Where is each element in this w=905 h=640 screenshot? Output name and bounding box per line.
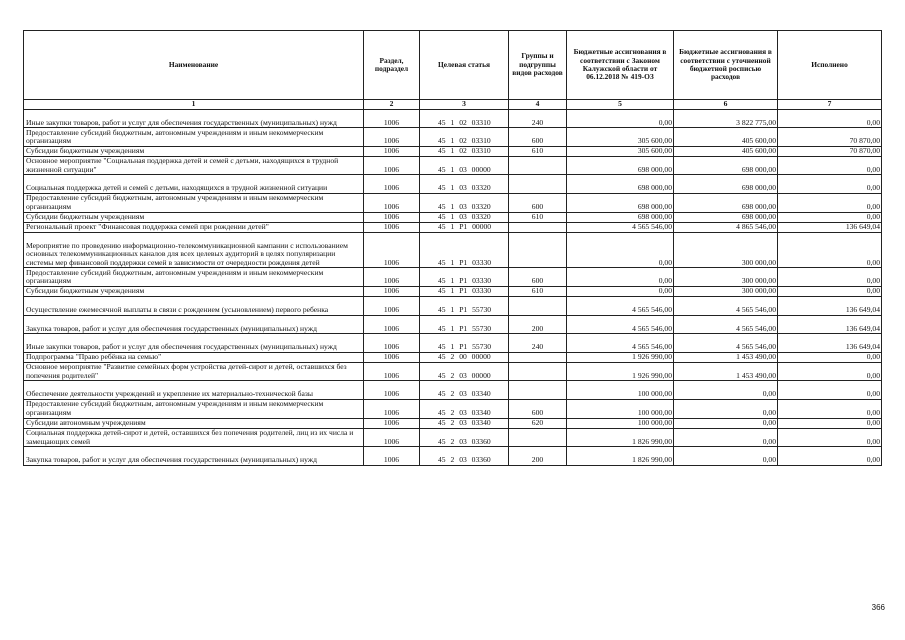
cell-law: 100 000,00	[567, 418, 674, 428]
cell-law: 698 000,00	[567, 193, 674, 212]
column-number: 2	[364, 100, 420, 110]
cell-section: 1006	[364, 222, 420, 232]
table-row	[24, 296, 882, 315]
cell-law: 0,00	[567, 268, 674, 287]
cell-refined: 0,00	[674, 428, 778, 447]
cell-section: 1006	[364, 334, 420, 353]
header-target: Целевая статья	[420, 31, 509, 100]
cell-vr: 240	[509, 334, 567, 353]
cell-section: 1006	[364, 315, 420, 334]
header-law-assignations: Бюджетные ассигнования в соответствии с Законом Калужской области от 06.12.2018 № 419-ОЗ	[567, 31, 674, 100]
cell-refined: 0,00	[674, 399, 778, 418]
cell-section: 1006	[364, 146, 420, 156]
table-row	[24, 315, 882, 334]
cell-section: 1006	[364, 286, 420, 296]
cell-name: Иные закупки товаров, работ и услуг для обеспечения государственных (муниципальных) нужд	[24, 334, 364, 353]
cell-vr: 620	[509, 418, 567, 428]
table-row	[24, 146, 882, 156]
cell-target: 45 2 03 03340	[420, 418, 509, 428]
cell-target: 45 1 03 03320	[420, 193, 509, 212]
cell-executed: 0,00	[778, 156, 882, 175]
table-row	[24, 212, 882, 222]
header-row	[24, 31, 882, 100]
cell-name: Субсидии автономным учреждениям	[24, 418, 364, 428]
column-number: 5	[567, 100, 674, 110]
table-row	[24, 362, 882, 381]
cell-executed: 0,00	[778, 399, 882, 418]
cell-executed: 0,00	[778, 352, 882, 362]
cell-law: 4 565 546,00	[567, 315, 674, 334]
cell-executed: 70 870,00	[778, 146, 882, 156]
cell-vr: 200	[509, 315, 567, 334]
cell-section: 1006	[364, 128, 420, 147]
cell-refined: 4 565 546,00	[674, 296, 778, 315]
cell-vr	[509, 156, 567, 175]
cell-name: Субсидии бюджетным учреждениям	[24, 286, 364, 296]
cell-name: Мероприятие по проведению информационно-телекоммуникационной кампании с использованием основных телекоммуникационных каналов для всех целевых аудиторий в целях популяризации системы мер финансовой поддержки семей в зависимости от очередности рождения детей	[24, 232, 364, 268]
cell-name: Социальная поддержка детей-сирот и детей, оставшихся без попечения родителей, лиц из их числа и замещающих семей	[24, 428, 364, 447]
header-groups: Группы и подгруппы видов расходов	[509, 31, 567, 100]
table-row	[24, 447, 882, 466]
cell-section: 1006	[364, 296, 420, 315]
cell-section: 1006	[364, 232, 420, 268]
cell-law: 0,00	[567, 109, 674, 128]
cell-section: 1006	[364, 156, 420, 175]
cell-vr: 610	[509, 286, 567, 296]
table-row	[24, 399, 882, 418]
cell-refined: 1 453 490,00	[674, 362, 778, 381]
cell-executed: 0,00	[778, 428, 882, 447]
page-number: 366	[871, 603, 885, 612]
cell-vr	[509, 352, 567, 362]
cell-section: 1006	[364, 175, 420, 194]
cell-law: 1 826 990,00	[567, 447, 674, 466]
cell-target: 45 1 P1 55730	[420, 334, 509, 353]
table-row	[24, 175, 882, 194]
cell-executed: 136 649,04	[778, 222, 882, 232]
cell-law: 4 565 546,00	[567, 296, 674, 315]
cell-law: 4 565 546,00	[567, 222, 674, 232]
table-row	[24, 222, 882, 232]
cell-target: 45 2 03 03360	[420, 447, 509, 466]
cell-executed: 0,00	[778, 109, 882, 128]
cell-refined: 4 865 546,00	[674, 222, 778, 232]
cell-refined: 4 565 546,00	[674, 334, 778, 353]
cell-vr: 610	[509, 212, 567, 222]
cell-executed: 0,00	[778, 381, 882, 400]
cell-target: 45 1 02 03310	[420, 128, 509, 147]
cell-vr: 200	[509, 447, 567, 466]
cell-section: 1006	[364, 418, 420, 428]
table-row	[24, 193, 882, 212]
cell-executed: 136 649,04	[778, 296, 882, 315]
cell-law: 100 000,00	[567, 381, 674, 400]
cell-name: Осуществление ежемесячной выплаты в связи с рождением (усыновлением) первого ребенка	[24, 296, 364, 315]
cell-name: Субсидии бюджетным учреждениям	[24, 212, 364, 222]
cell-executed: 0,00	[778, 362, 882, 381]
cell-name: Предоставление субсидий бюджетным, автономным учреждениям и иным некоммерческим организациям	[24, 399, 364, 418]
cell-section: 1006	[364, 381, 420, 400]
cell-vr: 600	[509, 399, 567, 418]
cell-section: 1006	[364, 399, 420, 418]
cell-target: 45 2 03 03340	[420, 399, 509, 418]
cell-name: Подпрограмма "Право ребёнка на семью"	[24, 352, 364, 362]
cell-vr: 600	[509, 268, 567, 287]
cell-law: 1 926 990,00	[567, 352, 674, 362]
cell-name: Закупка товаров, работ и услуг для обеспечения государственных (муниципальных) нужд	[24, 447, 364, 466]
cell-section: 1006	[364, 193, 420, 212]
cell-law: 305 600,00	[567, 128, 674, 147]
cell-refined: 0,00	[674, 418, 778, 428]
cell-section: 1006	[364, 212, 420, 222]
cell-vr	[509, 362, 567, 381]
column-number: 7	[778, 100, 882, 110]
cell-target: 45 1 03 03320	[420, 175, 509, 194]
cell-section: 1006	[364, 268, 420, 287]
cell-refined: 300 000,00	[674, 286, 778, 296]
cell-target: 45 1 P1 55730	[420, 296, 509, 315]
cell-refined: 0,00	[674, 381, 778, 400]
table-row	[24, 268, 882, 287]
cell-executed: 0,00	[778, 212, 882, 222]
table-body	[24, 109, 882, 465]
cell-name: Предоставление субсидий бюджетным, автономным учреждениям и иным некоммерческим организациям	[24, 268, 364, 287]
cell-executed: 0,00	[778, 175, 882, 194]
cell-refined: 405 600,00	[674, 146, 778, 156]
cell-target: 45 2 03 00000	[420, 362, 509, 381]
cell-executed: 136 649,04	[778, 315, 882, 334]
cell-refined: 3 822 775,00	[674, 109, 778, 128]
cell-section: 1006	[364, 362, 420, 381]
cell-executed: 0,00	[778, 268, 882, 287]
cell-target: 45 2 03 03340	[420, 381, 509, 400]
cell-section: 1006	[364, 352, 420, 362]
cell-name: Предоставление субсидий бюджетным, автономным учреждениям и иным некоммерческим организациям	[24, 193, 364, 212]
cell-vr: 240	[509, 109, 567, 128]
cell-vr	[509, 381, 567, 400]
cell-executed: 0,00	[778, 232, 882, 268]
cell-refined: 4 565 546,00	[674, 315, 778, 334]
cell-law: 4 565 546,00	[567, 334, 674, 353]
table-row	[24, 232, 882, 268]
table-row	[24, 352, 882, 362]
cell-target: 45 1 02 03310	[420, 109, 509, 128]
cell-target: 45 1 03 03320	[420, 212, 509, 222]
cell-name: Предоставление субсидий бюджетным, автономным учреждениям и иным некоммерческим организациям	[24, 128, 364, 147]
table-row	[24, 428, 882, 447]
cell-law: 1 926 990,00	[567, 362, 674, 381]
cell-refined: 1 453 490,00	[674, 352, 778, 362]
cell-executed: 0,00	[778, 447, 882, 466]
cell-executed: 0,00	[778, 193, 882, 212]
cell-target: 45 2 00 00000	[420, 352, 509, 362]
cell-law: 0,00	[567, 286, 674, 296]
cell-executed: 0,00	[778, 418, 882, 428]
cell-executed: 0,00	[778, 286, 882, 296]
header-refined-assignations: Бюджетные ассигнования в соответствии с уточненной бюджетной росписью расходов	[674, 31, 778, 100]
table-row	[24, 128, 882, 147]
table-row	[24, 334, 882, 353]
cell-law: 698 000,00	[567, 156, 674, 175]
cell-executed: 70 870,00	[778, 128, 882, 147]
header-executed: Исполнено	[778, 31, 882, 100]
cell-target: 45 1 02 03310	[420, 146, 509, 156]
cell-vr	[509, 296, 567, 315]
column-number: 6	[674, 100, 778, 110]
cell-target: 45 2 03 03360	[420, 428, 509, 447]
cell-law: 100 000,00	[567, 399, 674, 418]
cell-executed: 136 649,04	[778, 334, 882, 353]
cell-vr: 600	[509, 128, 567, 147]
table-row	[24, 109, 882, 128]
cell-target: 45 1 P1 03330	[420, 286, 509, 296]
cell-refined: 698 000,00	[674, 156, 778, 175]
cell-vr: 600	[509, 193, 567, 212]
column-number: 4	[509, 100, 567, 110]
cell-name: Основное мероприятие "Социальная поддержка детей и семей с детьми, находящихся в трудной жизненной ситуации"	[24, 156, 364, 175]
cell-law: 0,00	[567, 232, 674, 268]
cell-vr: 610	[509, 146, 567, 156]
cell-law: 305 600,00	[567, 146, 674, 156]
cell-refined: 405 600,00	[674, 128, 778, 147]
table-row	[24, 286, 882, 296]
cell-target: 45 1 P1 55730	[420, 315, 509, 334]
table-row	[24, 418, 882, 428]
cell-vr	[509, 222, 567, 232]
header-section: Раздел, подраздел	[364, 31, 420, 100]
cell-refined: 698 000,00	[674, 175, 778, 194]
table-row	[24, 381, 882, 400]
cell-section: 1006	[364, 447, 420, 466]
cell-name: Основное мероприятие "Развитие семейных форм устройства детей-сирот и детей, оставшихся без попечения родителей"	[24, 362, 364, 381]
budget-table	[23, 30, 882, 466]
cell-name: Закупка товаров, работ и услуг для обеспечения государственных (муниципальных) нужд	[24, 315, 364, 334]
cell-name: Обеспечение деятельности учреждений и укрепление их материально-технической базы	[24, 381, 364, 400]
cell-name: Региональный проект "Финансовая поддержка семей при рождении детей"	[24, 222, 364, 232]
cell-refined: 0,00	[674, 447, 778, 466]
column-number: 1	[24, 100, 364, 110]
table-row	[24, 156, 882, 175]
cell-vr	[509, 232, 567, 268]
cell-name: Социальная поддержка детей и семей с детьми, находящихся в трудной жизненной ситуации	[24, 175, 364, 194]
cell-target: 45 1 P1 03330	[420, 268, 509, 287]
cell-refined: 698 000,00	[674, 212, 778, 222]
column-number-row	[24, 100, 882, 110]
cell-target: 45 1 03 00000	[420, 156, 509, 175]
cell-refined: 300 000,00	[674, 268, 778, 287]
cell-vr	[509, 175, 567, 194]
cell-refined: 300 000,00	[674, 232, 778, 268]
cell-target: 45 1 P1 03330	[420, 232, 509, 268]
cell-refined: 698 000,00	[674, 193, 778, 212]
cell-name: Субсидии бюджетным учреждениям	[24, 146, 364, 156]
cell-section: 1006	[364, 428, 420, 447]
cell-law: 1 826 990,00	[567, 428, 674, 447]
cell-vr	[509, 428, 567, 447]
column-number: 3	[420, 100, 509, 110]
cell-section: 1006	[364, 109, 420, 128]
cell-law: 698 000,00	[567, 175, 674, 194]
cell-name: Иные закупки товаров, работ и услуг для обеспечения государственных (муниципальных) нужд	[24, 109, 364, 128]
cell-law: 698 000,00	[567, 212, 674, 222]
header-name: Наименование	[24, 31, 364, 100]
cell-target: 45 1 P1 00000	[420, 222, 509, 232]
